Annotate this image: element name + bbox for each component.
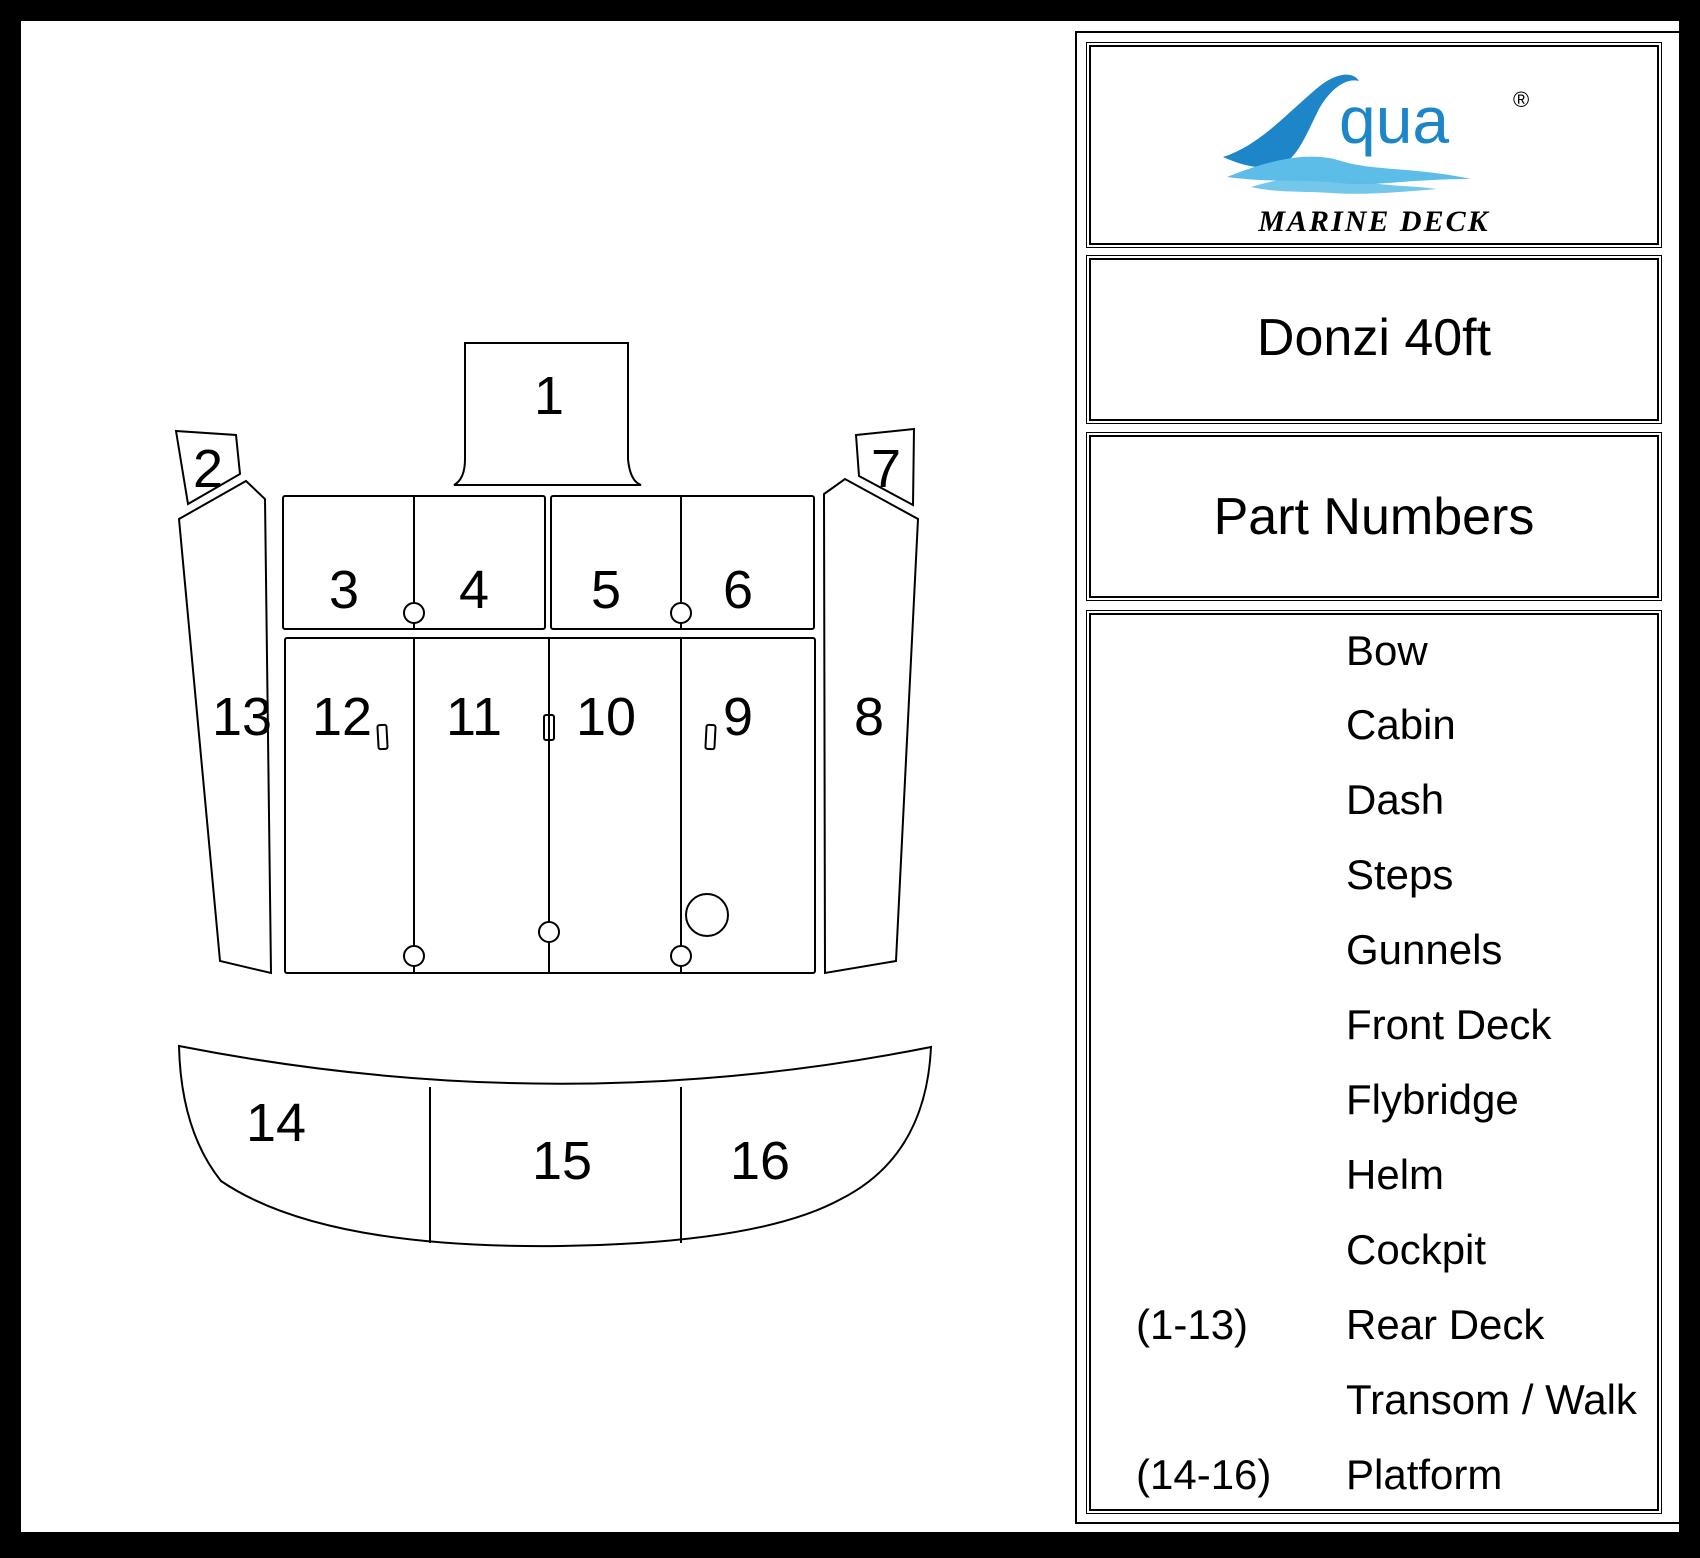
list-item (1091, 627, 1657, 687)
piece-12-label: 12 (311, 687, 373, 747)
list-item-label: Dash (1346, 776, 1445, 823)
info-panel (1075, 31, 1681, 1524)
list-item (1091, 1001, 1657, 1061)
fitting-3-4 (404, 603, 424, 623)
list-item-label: Front Deck (1346, 1001, 1552, 1048)
list-item-label: Cockpit (1346, 1226, 1487, 1273)
list-item-label: Cabin (1346, 701, 1456, 748)
fitting-9-bottom (671, 946, 691, 966)
piece-16-label: 16 (729, 1131, 791, 1191)
list-item-label: Flybridge (1346, 1076, 1519, 1123)
list-item (1091, 1226, 1657, 1286)
logo-registered-mark: ® (1513, 87, 1530, 112)
list-item-label: Gunnels (1346, 926, 1503, 973)
logo-subtitle: MARINE DECK (1258, 205, 1490, 238)
list-item-range: (1-13) (1136, 1301, 1249, 1348)
list-item (1091, 851, 1657, 911)
fitting-11-bottom (404, 946, 424, 966)
piece-13-label: 13 (211, 687, 273, 747)
fitting-5-6 (671, 603, 691, 623)
list-item-label: Bow (1346, 627, 1428, 674)
list-item (1091, 1376, 1657, 1436)
piece-2-label: 2 (192, 439, 224, 499)
slot-9 (705, 725, 715, 749)
piece-7-label: 7 (870, 439, 902, 499)
parts-heading: Part Numbers (1213, 488, 1535, 546)
hatch-circle-9 (686, 894, 728, 936)
slot-12 (377, 725, 387, 749)
parts-heading-box (1089, 435, 1659, 598)
piece-8-label: 8 (853, 687, 885, 747)
piece-15-label: 15 (531, 1131, 593, 1191)
list-item (1091, 1301, 1657, 1361)
list-item (1091, 926, 1657, 986)
list-item-label: Transom / Walk (1346, 1376, 1637, 1423)
list-item (1091, 776, 1657, 836)
list-item-label: Rear Deck (1346, 1301, 1545, 1348)
piece-11-label: 11 (445, 687, 503, 747)
list-item-label: Platform (1346, 1451, 1503, 1498)
deck-layout-diagram (21, 21, 1061, 1532)
fitting-10-bottom (539, 922, 559, 942)
list-item-label: Steps (1346, 851, 1454, 898)
list-item-range: (14-16) (1136, 1451, 1272, 1498)
boat-model-title: Donzi 40ft (1256, 309, 1492, 367)
list-item (1091, 1151, 1657, 1211)
title-box (1089, 258, 1659, 421)
canvas (21, 21, 1679, 1532)
logo-wordmark: qua (1339, 83, 1450, 157)
list-item-label: Helm (1346, 1151, 1445, 1198)
list-item (1091, 701, 1657, 761)
piece-5-label: 5 (590, 560, 622, 620)
list-item (1091, 1451, 1657, 1511)
piece-9-label: 9 (722, 687, 754, 747)
piece-10-label: 10 (575, 687, 637, 747)
piece-1-label: 1 (533, 366, 565, 426)
piece-4-label: 4 (458, 560, 490, 620)
parts-list-box (1089, 613, 1659, 1511)
piece-3-label: 3 (328, 560, 360, 620)
logo-box (1089, 45, 1659, 245)
piece-6-label: 6 (722, 560, 754, 620)
list-item (1091, 1076, 1657, 1136)
piece-14-label: 14 (245, 1093, 307, 1153)
